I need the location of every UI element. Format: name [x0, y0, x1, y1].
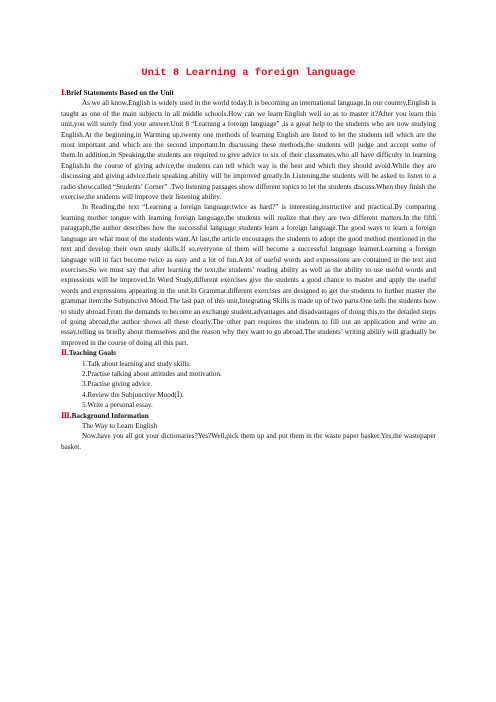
section-heading [61, 348, 436, 358]
section-numeral: Ⅲ [61, 411, 70, 420]
section-heading-text: .Brief Statements Based on the Unit [64, 89, 174, 97]
document-title: Unit 8 Learning a foreign language [141, 67, 356, 79]
section-heading [61, 88, 436, 98]
section-heading [61, 411, 436, 421]
goal-item: 1.Talk about learning and study skills. [82, 359, 191, 368]
body-paragraph: As we all know,English is widely used in the world today.It is becoming an international language.In our country,English is taught as one of the main subjects in all middle schools.How can we learn English well so as to master it?After you learn this unit,you will surely find your answer.Unit 8 “Learning a foreign language” ,is a great help to the students who are now studying English.At the beginning,in Warming up,twenty one methods of learning English are listed to let the students tell which are the most important and which are the second important.In discussing these methods,the students will judge and accept some of them.In addition,in Speaking,the students are required to give advice to six of their classmates,who all have difficulty in learning English.In the course of giving advice,the students can tell which way is the best and which they should avoid.While they are discussing and giving advice,their speaking ability will be improved greatly.In Listening,the students will be asked to listen to a radio show,called “Students’ Corner” .Two listening passages show different topics to let the students discuss.When they finish the exercise,the students will improve their listening ability. [61, 99, 436, 202]
section-numeral: Ⅱ [61, 349, 68, 358]
section-teaching-goals [61, 348, 436, 410]
section-numeral: Ⅰ [61, 89, 65, 97]
goal-item: 3.Practise giving advice. [82, 380, 153, 389]
goal-item: 5.Write a personal essay. [82, 401, 153, 410]
background-subtitle: The Way to Learn English [82, 422, 158, 430]
goal-item: 4.Review the Subjunctive Mood(Ⅰ). [82, 390, 184, 399]
body-paragraph: Now,have you all got your dictionaries?Yes?Well,pick them up and put them in the waste paper basket.Yes,the wastepaper basket. [61, 432, 436, 451]
section-heading-text: .Background Information [69, 411, 149, 420]
section-brief-statements [61, 88, 436, 348]
section-background-information [61, 411, 436, 453]
goal-item: 2.Practise talking about attitudes and motivation. [82, 369, 222, 378]
section-heading-text: .Teaching Goals [67, 349, 116, 358]
body-paragraph: In Reading,the text “Learning a foreign language:twice as hard?” is interesting,instructive and practical.By comparing learning mother tongue with learning foreign language,the students will realize that they are two different matters.In the fifth paragraph,the author describes how the successful language students learn a foreign language.The good ways to learn a foreign language are what most of the students want.At last,the article encourages the students to adopt the good method mentioned in the text and develop their own study skills.If so,everyone of them will become a successful language learner.Learning a foreign language will in fact become twice as easy and a lot of fun.A lot of useful words and expressions are contained in the text and exercises.So we must say that after learning the text,the students’ reading ability as well as the ability to use useful words and expressions will be improved.In Word Study,different exercises give the students a good chance to master and apply the useful words and expressions appearing in the unit.In Grammar,different exercises are designed to get the students to further master the grammar item:the Subjunctive Mood.The last part of this unit,Integrating Skills is made up of two parts.One tells the students how to study abroad.From the demands to become an exchange student,advantages and disadvantages of doing this,to the detailed steps of going abroad,the author shows all these clearly.The other part requires the students to fill out an application and write an essay,telling us briefly about themselves and the reason why they want to go abroad.The students’ writing ability will gradually be improved in the course of doing all this part. [61, 203, 436, 347]
